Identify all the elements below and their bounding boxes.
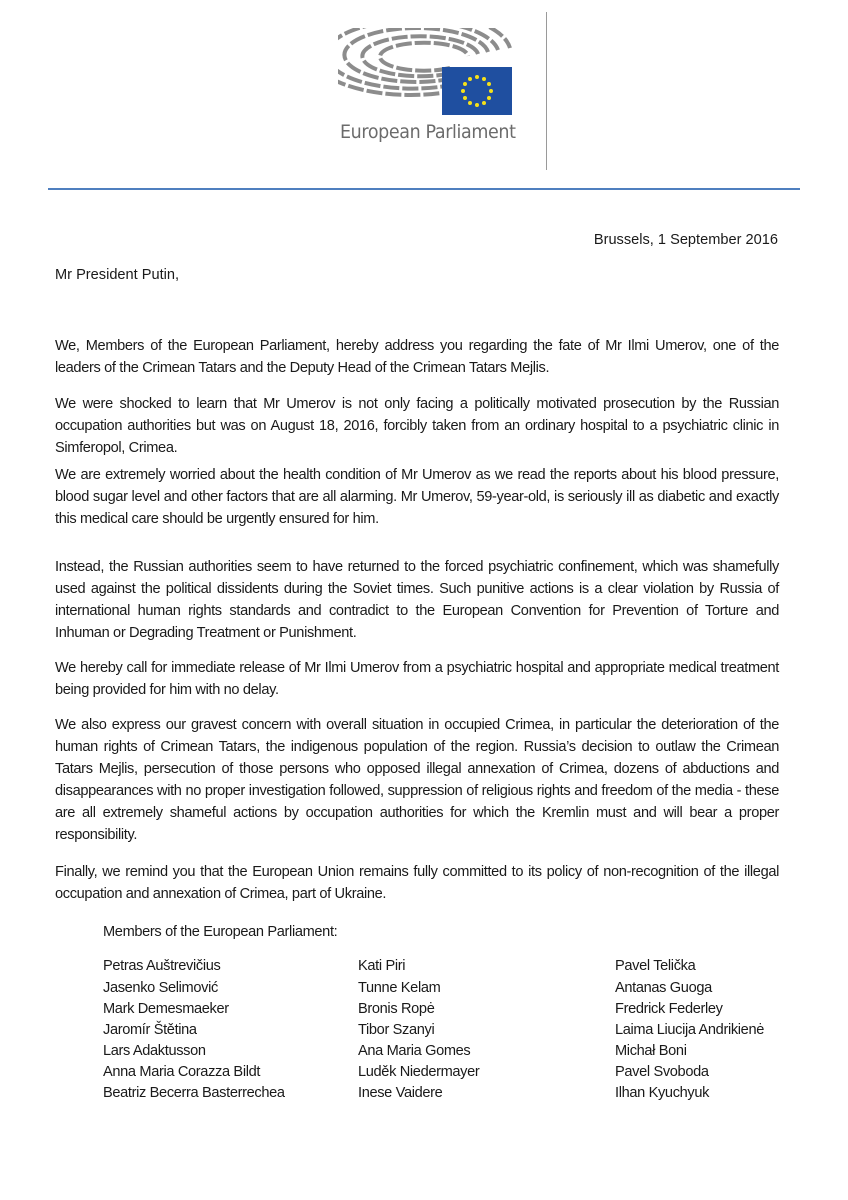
signatories-column	[358, 956, 479, 1104]
signatory-name: Pavel Svoboda	[615, 1064, 709, 1080]
paragraph: Instead, the Russian authorities seem to have returned to the forced psychiatric confinement, which was shamefully used against the political dissidents during the Soviet times. Such punitive actions is a clear violation by Russia of international human rights standards and contradict to the European Convention for Prevention of Torture and Inhuman or Degrading Treatment or Punishment.	[55, 559, 779, 641]
salutation: Mr President Putin,	[55, 267, 180, 283]
paragraph: We also express our gravest concern with overall situation in occupied Crimea, in particular the deterioration of the human rights of Crimean Tatars, the indigenous population of the region. Russia’s decision to outlaw the Crimean Tatars Mejlis, persecution of those persons who opposed illegal annexation of Crimea, dozens of abductions and disappearances with no proper investigation followed, suppression of religious rights and freedom of the media - these are all extremely shameful actions by occupation authorities for which the Kremlin must and will bear a proper responsibility.	[55, 717, 779, 843]
signatory-name: Tunne Kelam	[358, 980, 441, 996]
logo-text: European Parliament	[340, 121, 516, 143]
signatory-name: Beatriz Becerra Basterrechea	[103, 1085, 285, 1101]
signatory-name: Petras Auštrevičius	[103, 958, 221, 974]
signatory-name: Ilhan Kyuchyuk	[615, 1085, 710, 1101]
header-rule	[48, 188, 800, 190]
signatory-name: Lars Adaktusson	[103, 1043, 206, 1059]
paragraph: Finally, we remind you that the European Union remains fully committed to its policy of non-recognition of the illegal occupation and annexation of Crimea, part of Ukraine.	[55, 864, 779, 902]
signatory-name: Luděk Niedermayer	[358, 1064, 480, 1080]
signatory-name: Antanas Guoga	[615, 980, 712, 996]
signatory-name: Jasenko Selimović	[103, 980, 218, 996]
paragraph: We, Members of the European Parliament, hereby address you regarding the fate of Mr Ilmi Umerov, one of the leaders of the Crimean Tatars and the Deputy Head of the Crimean Tatars Mejlis.	[55, 338, 779, 376]
paragraph: We are extremely worried about the health condition of Mr Umerov as we read the reports about his blood pressure, blood sugar level and other factors that are all alarming. Mr Umerov, 59-year-old, is seriously ill as diabetic and exactly this medical care should be urgently ensured for him.	[55, 467, 779, 527]
parliament-hemicycle-eu-flag-icon	[338, 28, 518, 118]
signatory-name: Bronis Ropė	[358, 1001, 435, 1017]
signatory-name: Anna Maria Corazza Bildt	[103, 1064, 261, 1080]
signatory-name: Michał Boni	[615, 1043, 687, 1059]
signatory-name: Tibor Szanyi	[358, 1022, 435, 1038]
signatory-name: Pavel Telička	[615, 958, 696, 974]
paragraph: We hereby call for immediate release of Mr Ilmi Umerov from a psychiatric hospital and appropriate medical treatment being provided for him with no delay.	[55, 660, 779, 698]
signatory-name: Inese Vaidere	[358, 1085, 443, 1101]
signatory-name: Laima Liucija Andrikienė	[615, 1022, 764, 1038]
paragraph: We were shocked to learn that Mr Umerov is not only facing a politically motivated prosecution by the Russian occupation authorities but was on August 18, 2016, forcibly taken from an ordinary hospital to a psychiatric clinic in Simferopol, Crimea.	[55, 396, 779, 456]
letter-date: Brussels, 1 September 2016	[593, 232, 778, 248]
signatories-title: Members of the European Parliament:	[103, 924, 338, 940]
signatory-name: Jaromír Štětina	[103, 1022, 197, 1038]
signatories-column	[103, 956, 285, 1104]
signatory-name: Kati Piri	[358, 958, 406, 974]
signatories-column	[615, 956, 764, 1104]
signatory-name: Fredrick Federley	[615, 1001, 723, 1017]
signatory-name: Mark Demesmaeker	[103, 1001, 229, 1017]
signatory-name: Ana Maria Gomes	[358, 1043, 471, 1059]
vertical-divider	[546, 12, 547, 170]
european-parliament-logo	[338, 28, 518, 148]
